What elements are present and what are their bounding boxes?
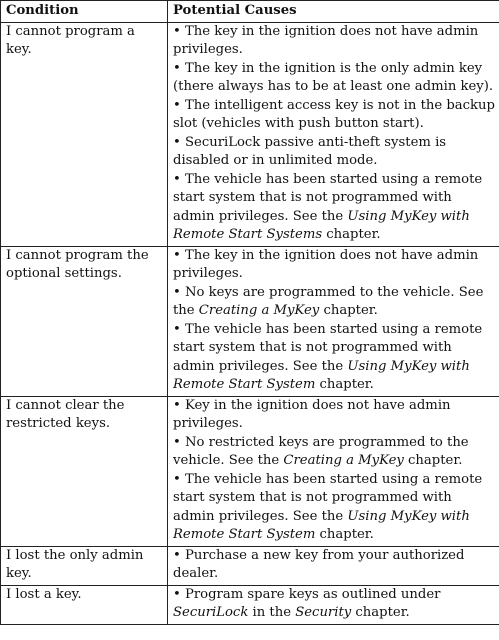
column-header-condition: Condition (1, 1, 168, 23)
chapter-reference: Security (295, 605, 352, 620)
condition-cell: I lost the only admin key. (1, 546, 168, 585)
cause-text: The key in the ignition does not have admin privileges. (173, 23, 479, 57)
cause-text: chapter. (403, 453, 463, 468)
cause-item (173, 321, 495, 395)
table-row (1, 22, 499, 246)
cause-text: The key in the ignition does not have admin privileges. (173, 247, 479, 281)
potential-causes-cell (168, 546, 499, 585)
cause-item (173, 134, 495, 171)
cause-text: The vehicle has been started using a remote start system that is not programmed with admin privileges. See the (173, 471, 483, 524)
potential-causes-cell (168, 396, 499, 546)
condition-cell: I cannot clear the restricted keys. (1, 396, 168, 546)
chapter-reference: Creating a MyKey (283, 453, 404, 468)
condition-cell: I lost a key. (1, 585, 168, 624)
cause-text: The intelligent access key is not in the backup slot (vehicles with push button start). (173, 97, 495, 131)
cause-item (173, 471, 495, 545)
cause-text: Program spare keys as outlined under (184, 586, 441, 602)
cause-text: The key in the ignition is the only admin key (there always has to be at least one admin key). (173, 60, 494, 94)
cause-text: No restricted keys are programmed to the vehicle. See the (173, 434, 469, 468)
chapter-reference: Using MyKey with Remote Start Systems (173, 208, 470, 242)
table-row (1, 585, 499, 624)
potential-causes-cell (168, 22, 499, 246)
cause-text: in the (248, 605, 296, 620)
bullet-icon: • (173, 284, 185, 300)
cause-item (173, 586, 495, 623)
cause-item (173, 434, 495, 471)
chapter-reference: Using MyKey with Remote Start System (173, 508, 470, 542)
cause-text: chapter. (315, 377, 374, 392)
cause-item (173, 97, 495, 134)
column-header-potential-causes: Potential Causes (168, 1, 499, 23)
bullet-icon: • (173, 97, 185, 113)
cause-item (173, 60, 495, 97)
table-row (1, 396, 499, 546)
chapter-reference: Creating a MyKey (198, 303, 320, 318)
chapter-reference: SecuriLock (173, 605, 249, 620)
chapter-reference: Using MyKey with Remote Start System (173, 358, 470, 392)
cause-item (173, 23, 495, 60)
table-body (1, 22, 499, 624)
cause-text: chapter. (315, 527, 374, 542)
potential-causes-cell (168, 585, 499, 624)
cause-text: Purchase a new key from your authorized dealer. (173, 547, 465, 581)
cause-text: The vehicle has been started using a remote start system that is not programmed with admin privileges. See the (173, 171, 483, 224)
bullet-icon: • (173, 134, 185, 150)
cause-item (173, 247, 495, 284)
bullet-icon: • (173, 434, 185, 450)
cause-item (173, 397, 495, 434)
condition-cell: I cannot program a key. (1, 22, 168, 246)
table-row (1, 246, 499, 396)
table-row (1, 546, 499, 585)
header-row (1, 1, 499, 23)
cause-item (173, 171, 495, 245)
bullet-icon: • (173, 171, 185, 187)
cause-text: No keys are programmed to the vehicle. See the (173, 284, 484, 318)
bullet-icon: • (173, 397, 185, 413)
bullet-icon: • (173, 247, 185, 263)
cause-item (173, 547, 495, 584)
cause-text: chapter. (351, 605, 410, 620)
cause-text: The vehicle has been started using a remote start system that is not programmed with admin privileges. See the (173, 321, 483, 374)
cause-text: chapter. (322, 227, 381, 242)
bullet-icon: • (173, 23, 185, 39)
cause-text: SecuriLock passive anti-theft system is disabled or in unlimited mode. (173, 134, 447, 168)
bullet-icon: • (173, 586, 185, 602)
bullet-icon: • (173, 547, 185, 563)
bullet-icon: • (173, 471, 185, 487)
potential-causes-cell (168, 246, 499, 396)
cause-text: Key in the ignition does not have admin privileges. (173, 397, 451, 431)
bullet-icon: • (173, 60, 185, 76)
cause-text: chapter. (319, 303, 378, 318)
bullet-icon: • (173, 321, 185, 337)
condition-cell: I cannot program the optional settings. (1, 246, 168, 396)
cause-item (173, 284, 495, 321)
